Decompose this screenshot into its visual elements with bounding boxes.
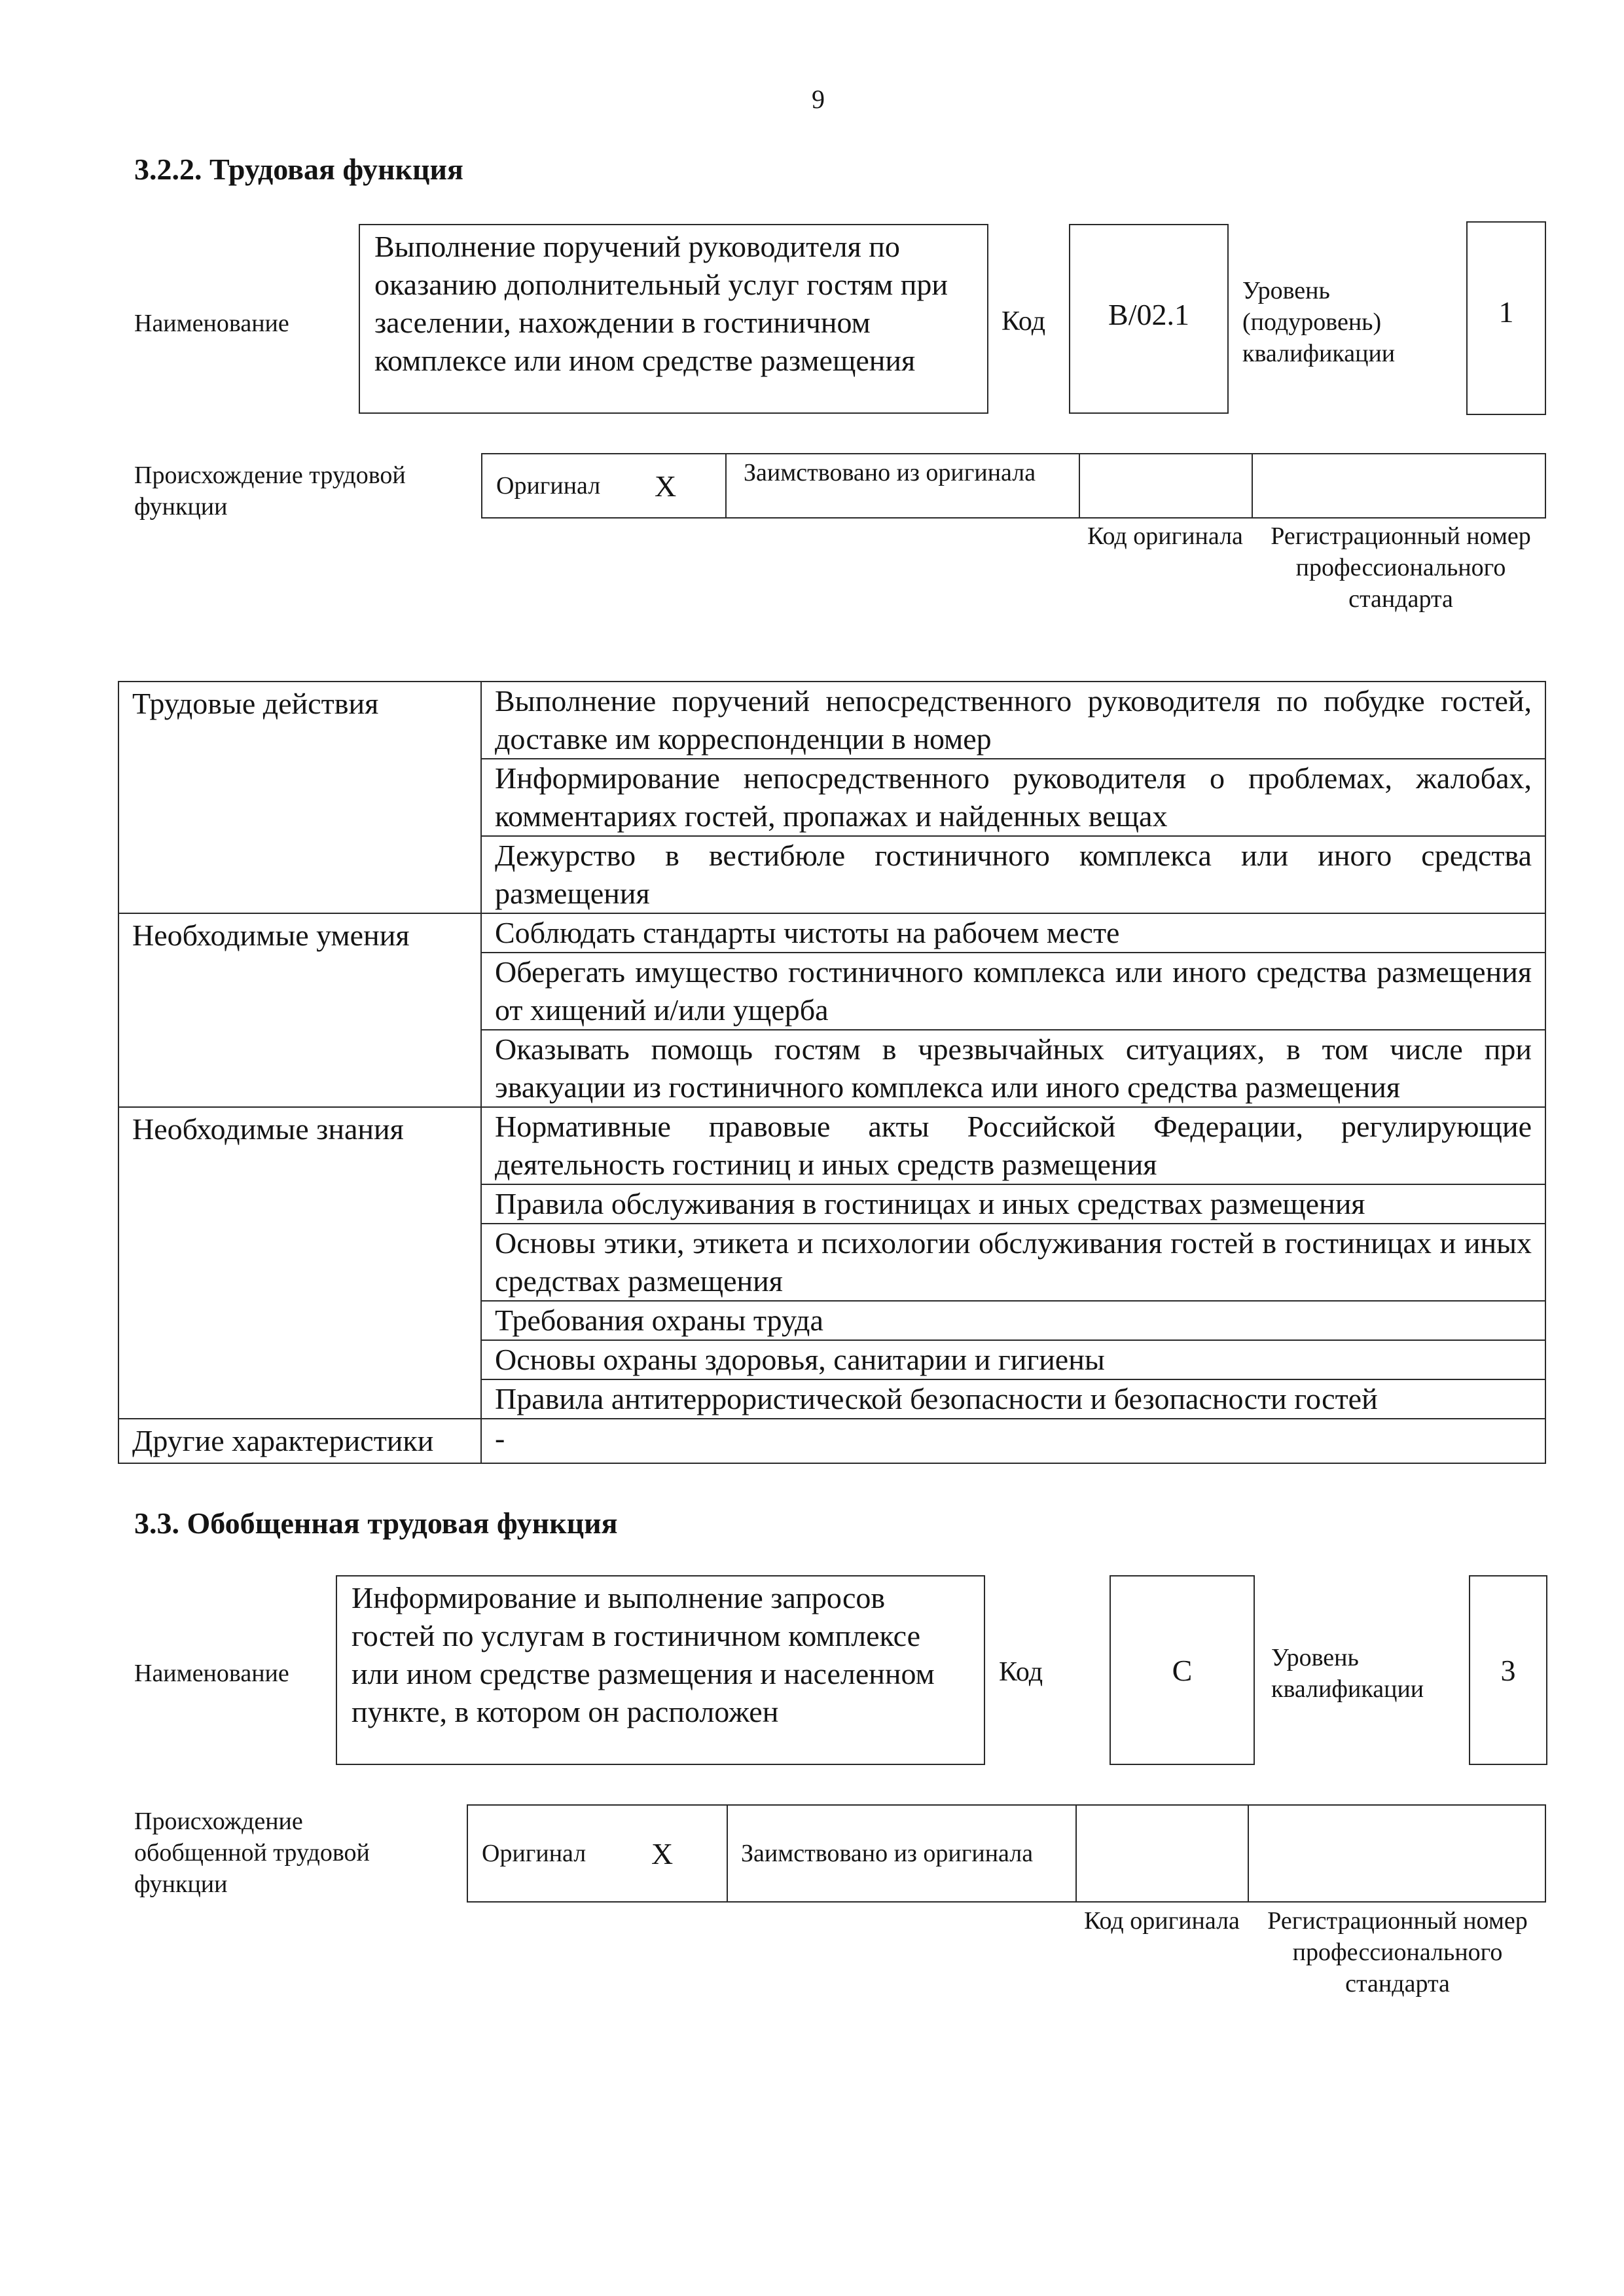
level-label: Уровень квалификации [1271,1644,1424,1703]
original-code-caption: Код оригинала [1084,1907,1240,1935]
function-name-box [336,1575,985,1765]
origin-label: Происхождение трудовой функции [134,462,406,520]
actions-category: Трудовые действия [118,682,481,913]
level-box [1466,221,1546,415]
divider [727,1804,728,1903]
labor-function-table [118,681,1546,1464]
divider [725,453,727,519]
code-value: C [1172,1653,1193,1687]
table-row [118,1419,1545,1463]
skill-item: Оказывать помощь гостям в чрезвычайных ситуациях, в том числе при эвакуации из гостиничного комплекса или иного средства размещения [481,1030,1545,1107]
borrowed-label: Заимствовано из оригинала [744,459,1036,486]
other-category: Другие характеристики [118,1419,481,1463]
knowledge-item: Правила антитеррористической безопасности и безопасности гостей [481,1379,1545,1419]
section-title-3-3: 3.3. Обобщенная трудовая функция [134,1506,618,1540]
code-box [1069,224,1229,414]
code-box [1110,1575,1255,1765]
code-value: B/02.1 [1108,298,1189,331]
table-row [118,1107,1545,1184]
knowledge-item: Правила обслуживания в гостиницах и иных средствах размещения [481,1184,1545,1224]
table-row [118,913,1545,953]
origin-label: Происхождение обобщенной трудовой функции [134,1808,370,1898]
action-item: Дежурство в вестибюле гостиничного комплекса или иного средства размещения [481,836,1545,913]
skill-item: Соблюдать стандарты чистоты на рабочем месте [481,913,1545,953]
section-title-3-2-2: 3.2.2. Трудовая функция [134,153,463,186]
level-box [1469,1575,1547,1765]
level-label: Уровень (подуровень) квалификации [1242,277,1396,367]
original-label: Оригинал [482,1840,586,1867]
skill-item: Оберегать имущество гостиничного комплекса или иного средства размещения от хищений и/или ущерба [481,953,1545,1030]
registration-number-caption: Регистрационный номер профессионального стандарта [1267,1907,1528,1997]
original-label: Оригинал [496,472,601,500]
skills-category: Необходимые умения [118,913,481,1107]
page-number: 9 [812,84,825,114]
divider [1079,453,1080,519]
knowledge-item: Требования охраны труда [481,1301,1545,1340]
level-value: 1 [1498,295,1514,329]
action-item: Выполнение поручений непосредственного руководителя по побудке гостей, доставке им корреспонденции в номер [481,682,1545,759]
registration-number-caption: Регистрационный номер профессионального стандарта [1271,522,1531,613]
original-mark: X [655,469,677,503]
name-label: Наименование [134,1660,289,1687]
code-label: Код [999,1657,1043,1687]
knowledge-item: Основы этики, этикета и психологии обслуживания гостей в гостиницах и иных средствах размещения [481,1224,1545,1301]
divider [1252,453,1253,519]
divider [1075,1804,1077,1903]
original-mark: X [651,1836,674,1870]
level-value: 3 [1500,1653,1516,1687]
knowledge-item: Основы охраны здоровья, санитарии и гигиены [481,1340,1545,1379]
borrowed-label: Заимствовано из оригинала [741,1840,1034,1867]
function-name-text: Информирование и выполнение запросов гостей по услугам в гостиничном комплексе или ином средстве размещения и населенном пункте, в котором он расположен [352,1581,935,1728]
divider [1248,1804,1249,1903]
function-name-box [359,224,988,414]
knowledge-category: Необходимые знания [118,1107,481,1419]
name-label: Наименование [134,310,289,337]
other-value: - [481,1419,1545,1463]
table-row [118,682,1545,759]
knowledge-item: Нормативные правовые акты Российской Федерации, регулирующие деятельность гостиниц и иных средств размещения [481,1107,1545,1184]
code-label: Код [1001,306,1046,337]
action-item: Информирование непосредственного руководителя о проблемах, жалобах, комментариях гостей, пропажах и найденных вещах [481,759,1545,836]
function-name-text: Выполнение поручений руководителя по оказанию дополнительный услуг гостям при заселении, нахождении в гостиничном комплексе или ином средстве размещения [374,230,948,377]
original-code-caption: Код оригинала [1087,522,1243,550]
